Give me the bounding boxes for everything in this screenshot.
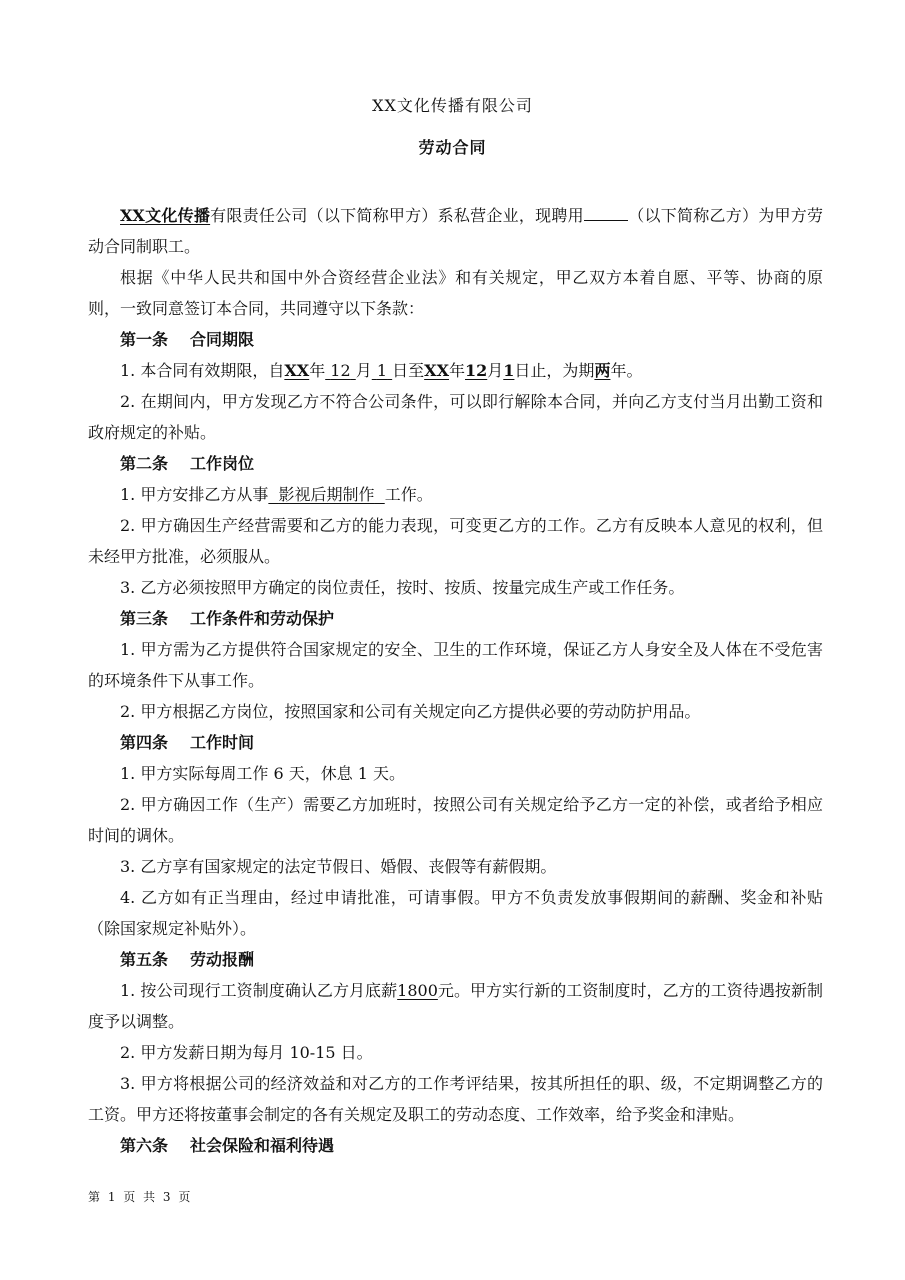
article-3-clause-2: 2. 甲方根据乙方岗位，按照国家和公司有关规定向乙方提供必要的劳动防护用品。 — [120, 702, 701, 721]
end-year: XX — [424, 361, 449, 380]
start-month: 12 — [330, 361, 351, 380]
end-month: 12 — [465, 361, 488, 380]
article-1-clause-1: 1. 本合同有效期限，自XX年 12 月 1 日至XX年12月1日止，为期两年。 — [120, 361, 643, 380]
end-day: 1 — [503, 361, 515, 380]
start-day: 1 — [376, 361, 388, 380]
article-2-clause-2: 2. 甲方确因生产经营需要和乙方的能力表现，可变更乙方的工作。乙方有反映本人意见的权利，但未经甲方批准，必须服从。 — [88, 516, 823, 566]
article-2-clause-1: 1. 甲方安排乙方从事 影视后期制作 工作。 — [120, 485, 433, 504]
monthly-salary: 1800 — [397, 981, 438, 1000]
article-4-clause-2: 2. 甲方确因工作（生产）需要乙方加班时，按照公司有关规定给予乙方一定的补偿，或者给予相应时间的调休。 — [88, 795, 823, 845]
article-4-clause-1: 1. 甲方实际每周工作 6 天，休息 1 天。 — [120, 764, 406, 783]
job-position: 影视后期制作 — [278, 485, 375, 504]
article-heading-3: 第三条 工作条件和劳动保护 — [120, 609, 335, 628]
article-heading-2: 第二条 工作岗位 — [120, 454, 255, 473]
party-b-blank — [584, 206, 628, 221]
contract-body — [88, 200, 823, 1161]
article-1-clause-2: 2. 在期间内，甲方发现乙方不符合公司条件，可以即行解除本合同，并向乙方支付当月出勤工资和政府规定的补贴。 — [88, 392, 823, 442]
article-2-clause-3: 3. 乙方必须按照甲方确定的岗位责任，按时、按质、按量完成生产或工作任务。 — [120, 578, 685, 597]
article-5-clause-2: 2. 甲方发薪日期为每月 10-15 日。 — [120, 1043, 373, 1062]
article-5-clause-3: 3. 甲方将根据公司的经济效益和对乙方的工作考评结果，按其所担任的职、级，不定期调整乙方的工资。甲方还将按董事会制定的各有关规定及职工的劳动态度、工作效率，给予奖金和津贴。 — [88, 1074, 823, 1124]
document-title: 劳动合同 — [418, 138, 487, 157]
start-year: XX — [284, 361, 310, 380]
article-heading-1: 第一条 合同期限 — [120, 330, 255, 349]
article-heading-6: 第六条 社会保险和福利待遇 — [120, 1136, 335, 1155]
company-name: XX文化传播有限公司 — [372, 96, 533, 115]
article-3-clause-1: 1. 甲方需为乙方提供符合国家规定的安全、卫生的工作环境，保证乙方人身安全及人体在不受危害的环境条件下从事工作。 — [88, 640, 823, 690]
party-a-name: XX文化传播 — [120, 206, 211, 225]
article-4-clause-3: 3. 乙方享有国家规定的法定节假日、婚假、丧假等有薪假期。 — [120, 857, 557, 876]
article-5-clause-1: 1. 按公司现行工资制度确认乙方月底薪1800元。甲方实行新的工资制度时，乙方的工资待遇按新制度予以调整。 — [88, 981, 823, 1031]
article-4-clause-4: 4. 乙方如有正当理由，经过申请批准，可请事假。甲方不负责发放事假期间的薪酬、奖金和补贴（除国家规定补贴外）。 — [88, 888, 823, 938]
intro-paragraph-2: 根据《中华人民共和国中外合资经营企业法》和有关规定，甲乙双方本着自愿、平等、协商的原则，一致同意签订本合同，共同遵守以下条款： — [88, 268, 823, 318]
article-heading-5: 第五条 劳动报酬 — [120, 950, 255, 969]
article-heading-4: 第四条 工作时间 — [120, 733, 255, 752]
contract-term: 两 — [594, 361, 611, 380]
page-footer: 第 1 页 共 3 页 — [88, 1190, 193, 1204]
intro-paragraph-1: XX文化传播有限责任公司（以下简称甲方）系私营企业，现聘用 （以下简称乙方）为甲方劳动合同制职工。 — [88, 206, 823, 256]
